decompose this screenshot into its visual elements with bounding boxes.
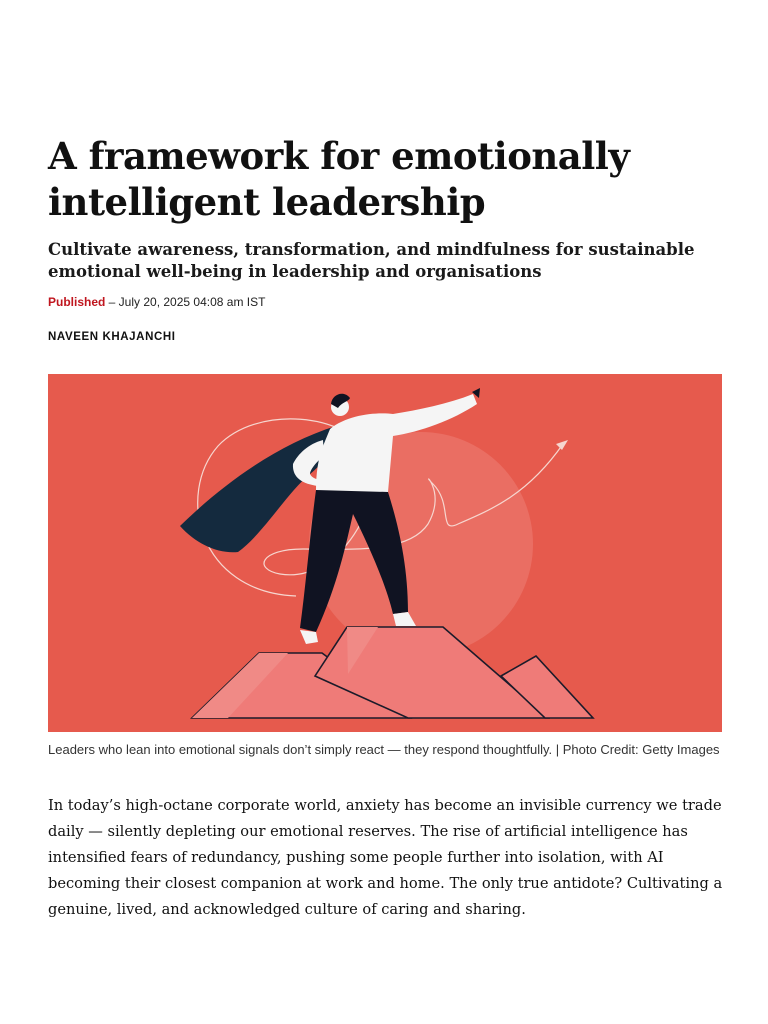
published-date: – July 20, 2025 04:08 am IST — [105, 295, 266, 309]
image-caption: Leaders who lean into emotional signals don’t simply react — they respond thoughtfully. | Photo Credit: Getty Images — [48, 742, 720, 757]
author-link[interactable]: NAVEEN KHAJANCHI — [48, 331, 176, 343]
leader-on-mountain-illustration — [48, 374, 722, 732]
hero-illustration — [48, 374, 722, 732]
publish-info — [48, 295, 265, 309]
article-title: A framework for emotionally intelligent leadership — [48, 134, 630, 224]
article-body-paragraph: In today’s high-octane corporate world, anxiety has become an invisible currency we trade daily — silently depleting our emotional reserves. The rise of artificial intelligence has intensified fears of redundancy, pushing some people further into isolation, with AI becoming their closest companion at work and home. The only true antidote? Cultivating a genuine, lived, and acknowledged culture of caring and sharing. — [48, 797, 723, 918]
published-label: Published — [48, 295, 106, 309]
article-subtitle: Cultivate awareness, transformation, and mindfulness for sustainable emotional well-being in leadership and organisations — [48, 240, 695, 281]
